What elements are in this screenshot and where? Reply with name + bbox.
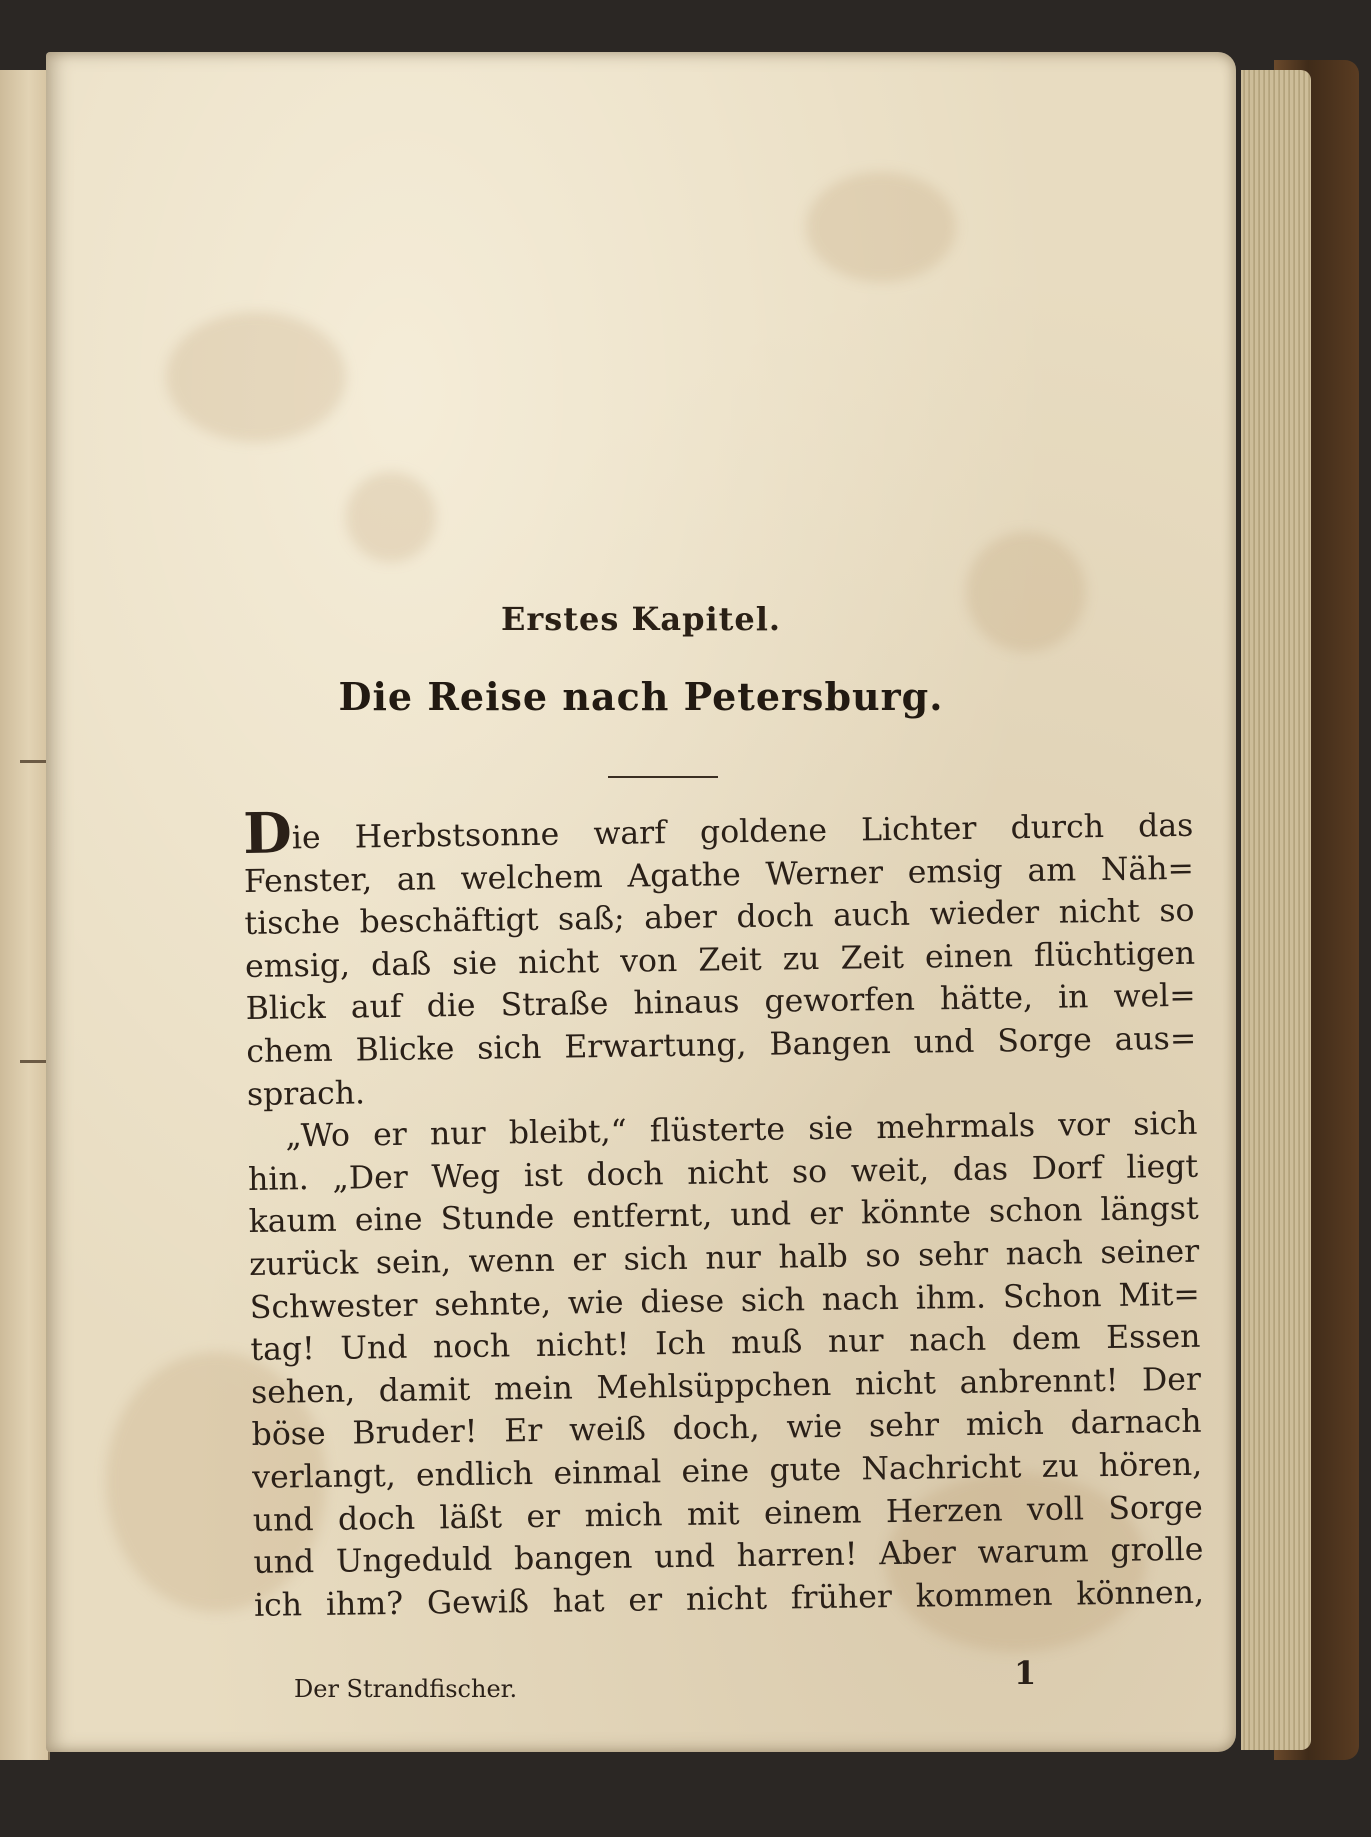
page-number: 1 (1014, 1654, 1037, 1692)
text-line: emsig, daß sie nicht von Zeit zu Zeit einen flüchtigen (244, 935, 1196, 985)
text-line: ich ihm? Gewiß hat er nicht früher kommen können, (253, 1574, 1205, 1624)
text-line: Schwester sehnte, wie diese sich nach ihm. Schon Mit= (249, 1276, 1201, 1326)
text-line: hin. „Der Weg ist doch nicht so weit, das Dorf liegt (247, 1148, 1199, 1198)
text-line: und doch läßt er mich mit einem Herzen voll Sorge (252, 1489, 1204, 1539)
text-line: und Ungeduld bangen und harren! Aber warum grolle (253, 1531, 1204, 1582)
paper-stain (166, 312, 346, 442)
text-line: verlangt, endlich einmal eine gute Nachricht zu hören, (252, 1446, 1203, 1496)
page-stack-edge (1241, 70, 1311, 1750)
binding-mark (20, 760, 48, 763)
text-line: böse Bruder! Er weiß doch, wie sehr mich darnach (251, 1403, 1202, 1454)
text-line: zurück sein, wenn er sich nur halb so sehr nach seiner (249, 1233, 1200, 1283)
title-rule (608, 776, 718, 778)
binding-mark (20, 1060, 48, 1063)
paper-stain (806, 172, 956, 282)
text-line: Die Herbstsonne warf goldene Lichter durch das (242, 800, 1194, 867)
footer-signature: Der Strandfischer. (294, 1675, 518, 1703)
left-page-edge (0, 70, 50, 1760)
text-line: kaum eine Stunde entfernt, und er könnte schon längst (248, 1191, 1199, 1241)
text-line: tische beschäftigt saß; aber doch auch wieder nicht so (244, 892, 1195, 943)
chapter-title: Die Reise nach Petersburg. (338, 674, 944, 719)
text-line: Blick auf die Straße hinaus geworfen hätte, in wel= (245, 978, 1196, 1028)
paper-stain (346, 472, 436, 562)
drop-cap: D (242, 800, 293, 867)
text-line: „Wo er nur bleibt,“ flüsterte sie mehrmals vor sich (285, 1105, 1198, 1155)
text-line: Fenster, an welchem Agathe Werner emsig am Näh= (243, 850, 1195, 900)
text-line: tag! Und noch nicht! Ich muß nur nach dem Essen (250, 1318, 1201, 1369)
chapter-heading: Erstes Kapitel. (500, 600, 782, 638)
body-text (243, 801, 1204, 1627)
book-page (46, 52, 1236, 1752)
text-line: sprach. (246, 1074, 366, 1113)
text-line: sehen, damit mein Mehlsüppchen nicht anbrennt! Der (250, 1361, 1202, 1411)
text-line: chem Blicke sich Erwartung, Bangen und Sorge aus= (246, 1020, 1197, 1070)
